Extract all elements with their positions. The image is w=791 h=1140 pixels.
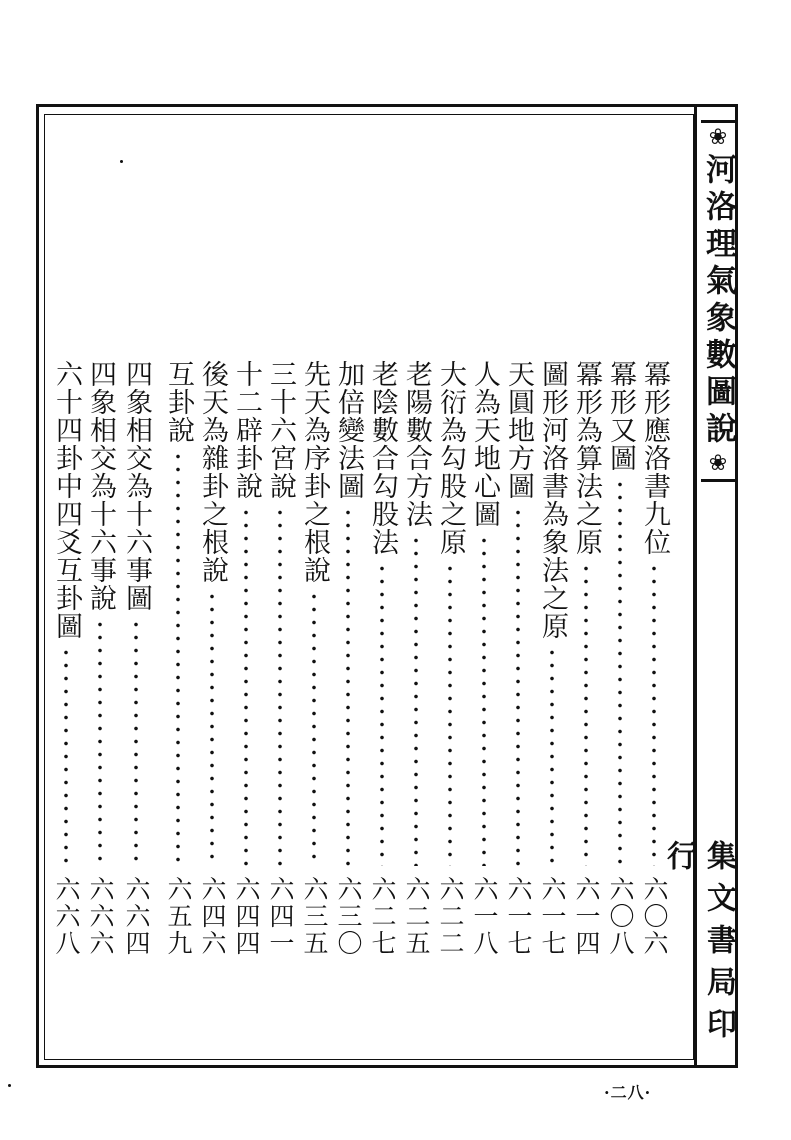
toc-leader-dots (413, 534, 419, 866)
toc-entry-title: 互卦說 (163, 360, 194, 444)
toc-entry-title: 先天為序卦之根說 (299, 360, 330, 584)
toc-entry-title: 加倍變法圖 (333, 360, 364, 500)
toc-leader-dots (515, 506, 521, 866)
toc-leader-dots (481, 534, 487, 866)
toc-entry-page: 六三〇 (334, 875, 363, 957)
toc-entry (366, 360, 398, 960)
toc-entry-title: 老陽數合方法 (401, 360, 432, 528)
page-number: ·二八· (604, 1083, 652, 1102)
toc-entry (196, 360, 228, 960)
toc-entry-title: 十二辟卦說 (231, 360, 262, 500)
toc-leader-dots (345, 506, 351, 866)
toc-entry (230, 360, 262, 960)
ornament-bottom-icon: ❀ (708, 451, 728, 476)
toc-entry-title: 冪形為算法之原 (571, 360, 602, 556)
toc-entry (570, 360, 602, 960)
toc-leader-dots (209, 590, 215, 866)
toc-entry-page: 六六四 (122, 875, 151, 957)
toc-leader-dots (583, 562, 589, 866)
toc-leader-dots (97, 618, 103, 866)
toc-entry-page: 六二五 (402, 875, 431, 957)
toc-entry-title: 人為天地心圖 (469, 360, 500, 528)
toc-entry-title: 四象相交為十六事說 (85, 360, 116, 612)
toc-leader-dots (175, 450, 181, 866)
stray-dot (120, 160, 123, 163)
toc-entry-title: 六十四卦中四爻互卦圖 (51, 360, 82, 640)
toc-entry-title: 圖形河洛書為象法之原 (537, 360, 568, 640)
toc-leader-dots (63, 646, 69, 866)
toc-entry (120, 360, 152, 960)
toc-leader-dots (243, 506, 249, 866)
toc-entry-page: 六五九 (164, 875, 193, 957)
toc-entry-page: 六三五 (300, 875, 329, 957)
toc-leader-dots (277, 506, 283, 866)
publisher-imprint: 集文書局印行 (661, 840, 736, 1050)
toc-entry-page: 六四一 (266, 875, 295, 957)
toc-entry-title: 四象相交為十六事圖 (121, 360, 152, 612)
toc-entry-title: 大衍為勾股之原 (435, 360, 466, 556)
toc-entry-page: 六二二 (436, 875, 465, 957)
toc-entry-title: 三十六宮說 (265, 360, 296, 500)
toc-entry (298, 360, 330, 960)
frame-divider (694, 104, 697, 1068)
toc-entry-page: 六六六 (86, 875, 115, 957)
toc-entry-title: 冪形應洛書九位 (639, 360, 670, 556)
toc-leader-dots (379, 562, 385, 866)
toc-entry-page: 六六八 (52, 875, 81, 957)
toc-entry-page: 六二七 (368, 875, 397, 957)
toc-entry (162, 360, 194, 960)
toc-leader-dots (311, 590, 317, 866)
toc-entry-page: 六一七 (504, 875, 533, 957)
toc-entry (400, 360, 432, 960)
toc-entry-title: 冪形又圖 (605, 360, 636, 472)
toc-entry (84, 360, 116, 960)
toc-entry (332, 360, 364, 960)
toc-entry (604, 360, 636, 960)
toc-entry (502, 360, 534, 960)
title-bar-bottom (701, 479, 735, 482)
toc-leader-dots (133, 618, 139, 866)
toc-entry-page: 六一四 (572, 875, 601, 957)
toc-entry (264, 360, 296, 960)
toc-entry-title: 老陰數合勾股法 (367, 360, 398, 556)
toc-entry-page: 六〇八 (606, 875, 635, 957)
toc-entry (468, 360, 500, 960)
stray-dot-margin (8, 1084, 11, 1087)
toc-leader-dots (617, 478, 623, 866)
toc-entry-page: 六一八 (470, 875, 499, 957)
toc-leader-dots (651, 562, 657, 866)
toc-entry-page: 六〇六 (640, 875, 669, 957)
toc-entry-page: 六一七 (538, 875, 567, 957)
toc-entry-title: 後天為雜卦之根說 (197, 360, 228, 584)
title-bar-top (701, 120, 735, 123)
toc-leader-dots (447, 562, 453, 866)
toc-entry (536, 360, 568, 960)
toc-entry-page: 六四六 (198, 875, 227, 957)
toc-entry (638, 360, 670, 960)
ornament-top-icon: ❀ (708, 125, 728, 150)
toc-entry (50, 360, 82, 960)
book-title: 河洛理氣象數圖說 (700, 153, 736, 449)
toc-entry-title: 天圓地方圖 (503, 360, 534, 500)
toc-leader-dots (549, 646, 555, 866)
toc-entry-page: 六四四 (232, 875, 261, 957)
toc-entry (434, 360, 466, 960)
book-title-column (700, 120, 736, 492)
